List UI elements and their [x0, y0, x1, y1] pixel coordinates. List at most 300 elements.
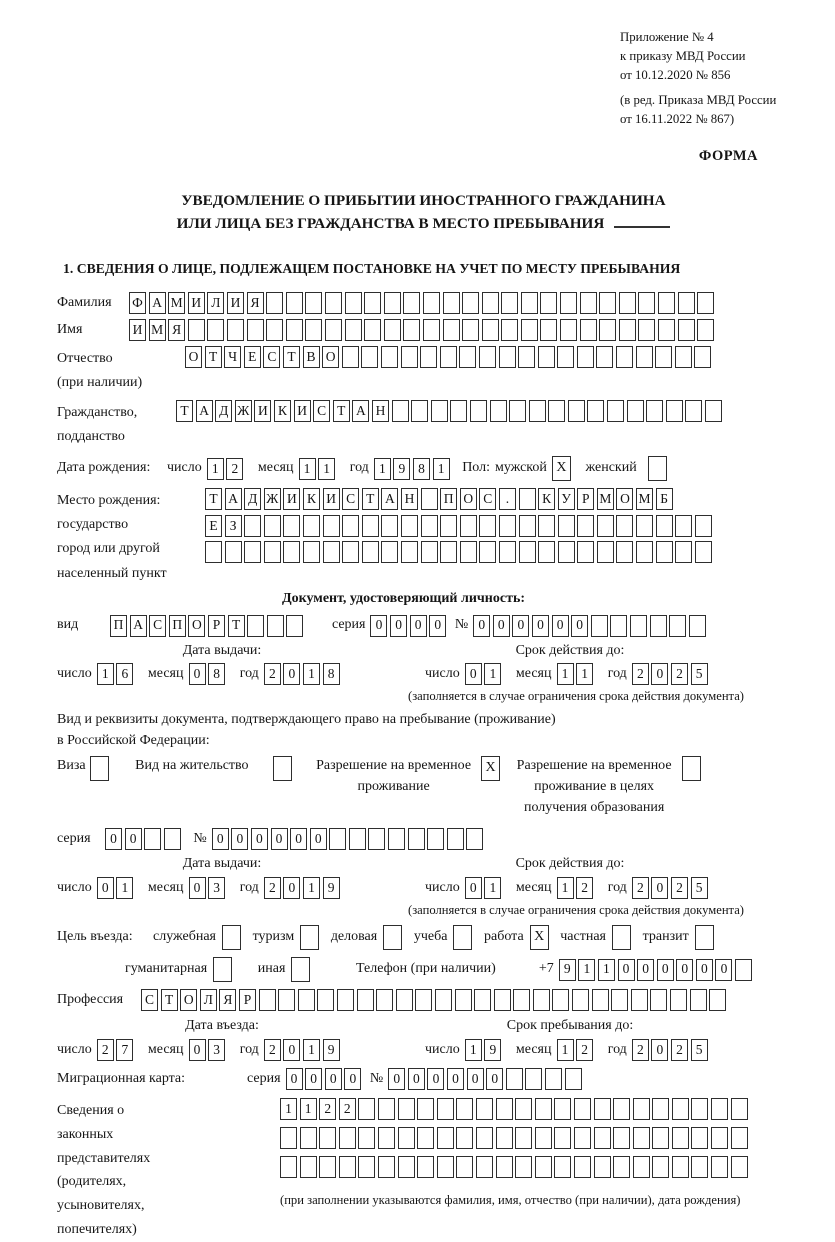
char-cell[interactable]: О: [460, 488, 477, 510]
char-cell[interactable]: [423, 319, 440, 341]
char-cell[interactable]: [694, 346, 711, 368]
char-cell[interactable]: [479, 346, 496, 368]
char-cell[interactable]: [378, 1098, 395, 1120]
char-cell[interactable]: [577, 515, 594, 537]
char-cell[interactable]: [264, 541, 281, 563]
char-cell[interactable]: А: [381, 488, 398, 510]
char-cell[interactable]: [658, 319, 675, 341]
char-cell[interactable]: [552, 989, 569, 1011]
char-cell[interactable]: 9: [559, 959, 576, 981]
char-cell[interactable]: [636, 515, 653, 537]
char-cell[interactable]: 2: [319, 1098, 336, 1120]
transit-checkbox[interactable]: [695, 925, 714, 950]
char-cell[interactable]: [227, 319, 244, 341]
char-cell[interactable]: 0: [473, 615, 490, 637]
char-cell[interactable]: [599, 292, 616, 314]
char-cell[interactable]: [554, 1156, 571, 1178]
char-cell[interactable]: [672, 1156, 689, 1178]
char-cell[interactable]: [672, 1098, 689, 1120]
char-cell[interactable]: [545, 1068, 562, 1090]
char-cell[interactable]: С: [313, 400, 330, 422]
char-cell[interactable]: З: [225, 515, 242, 537]
char-cell[interactable]: [417, 1127, 434, 1149]
char-cell[interactable]: [711, 1098, 728, 1120]
char-cell[interactable]: [264, 515, 281, 537]
char-cell[interactable]: [423, 292, 440, 314]
char-cell[interactable]: [398, 1156, 415, 1178]
char-cell[interactable]: [678, 292, 695, 314]
char-cell[interactable]: И: [323, 488, 340, 510]
char-cell[interactable]: [655, 346, 672, 368]
char-cell[interactable]: [501, 292, 518, 314]
char-cell[interactable]: [381, 515, 398, 537]
char-cell[interactable]: 0: [370, 615, 387, 637]
char-cell[interactable]: 0: [651, 877, 668, 899]
char-cell[interactable]: [474, 989, 491, 1011]
char-cell[interactable]: 0: [283, 877, 300, 899]
char-cell[interactable]: [568, 400, 585, 422]
char-cell[interactable]: [462, 319, 479, 341]
char-cell[interactable]: 0: [310, 828, 327, 850]
char-cell[interactable]: Р: [208, 615, 225, 637]
char-cell[interactable]: М: [168, 292, 185, 314]
char-cell[interactable]: [540, 292, 557, 314]
char-cell[interactable]: [421, 488, 438, 510]
char-cell[interactable]: 9: [323, 877, 340, 899]
char-cell[interactable]: С: [149, 615, 166, 637]
char-cell[interactable]: О: [180, 989, 197, 1011]
char-cell[interactable]: [587, 400, 604, 422]
char-cell[interactable]: [577, 541, 594, 563]
char-cell[interactable]: [538, 541, 555, 563]
char-cell[interactable]: 8: [413, 458, 430, 480]
char-cell[interactable]: 0: [486, 1068, 503, 1090]
char-cell[interactable]: [339, 1127, 356, 1149]
char-cell[interactable]: [633, 1127, 650, 1149]
char-cell[interactable]: 0: [715, 959, 732, 981]
char-cell[interactable]: [283, 515, 300, 537]
char-cell[interactable]: [280, 1156, 297, 1178]
char-cell[interactable]: Р: [577, 488, 594, 510]
char-cell[interactable]: Н: [401, 488, 418, 510]
char-cell[interactable]: 0: [657, 959, 674, 981]
char-cell[interactable]: [525, 1068, 542, 1090]
char-cell[interactable]: [652, 1098, 669, 1120]
char-cell[interactable]: Т: [161, 989, 178, 1011]
char-cell[interactable]: [496, 1127, 513, 1149]
char-cell[interactable]: [658, 292, 675, 314]
char-cell[interactable]: [381, 346, 398, 368]
char-cell[interactable]: [303, 515, 320, 537]
char-cell[interactable]: [627, 400, 644, 422]
char-cell[interactable]: [633, 1098, 650, 1120]
char-cell[interactable]: 0: [512, 615, 529, 637]
char-cell[interactable]: [572, 989, 589, 1011]
char-cell[interactable]: И: [254, 400, 271, 422]
char-cell[interactable]: [362, 515, 379, 537]
char-cell[interactable]: [652, 1127, 669, 1149]
char-cell[interactable]: [305, 319, 322, 341]
char-cell[interactable]: [388, 828, 405, 850]
char-cell[interactable]: С: [479, 488, 496, 510]
char-cell[interactable]: [711, 1156, 728, 1178]
char-cell[interactable]: [592, 989, 609, 1011]
char-cell[interactable]: 0: [97, 877, 114, 899]
char-cell[interactable]: [278, 989, 295, 1011]
char-cell[interactable]: [560, 292, 577, 314]
char-cell[interactable]: [259, 989, 276, 1011]
char-cell[interactable]: [482, 319, 499, 341]
char-cell[interactable]: 1: [116, 877, 133, 899]
char-cell[interactable]: [506, 1068, 523, 1090]
char-cell[interactable]: К: [274, 400, 291, 422]
char-cell[interactable]: О: [322, 346, 339, 368]
char-cell[interactable]: У: [558, 488, 575, 510]
char-cell[interactable]: 3: [208, 877, 225, 899]
char-cell[interactable]: Л: [200, 989, 217, 1011]
char-cell[interactable]: [378, 1156, 395, 1178]
char-cell[interactable]: 0: [651, 663, 668, 685]
char-cell[interactable]: [459, 346, 476, 368]
char-cell[interactable]: [610, 615, 627, 637]
char-cell[interactable]: [319, 1127, 336, 1149]
char-cell[interactable]: [499, 541, 516, 563]
char-cell[interactable]: [244, 541, 261, 563]
char-cell[interactable]: [417, 1156, 434, 1178]
study-checkbox[interactable]: [453, 925, 472, 950]
char-cell[interactable]: [535, 1127, 552, 1149]
char-cell[interactable]: 2: [339, 1098, 356, 1120]
char-cell[interactable]: [455, 989, 472, 1011]
char-cell[interactable]: [482, 292, 499, 314]
char-cell[interactable]: 0: [305, 1068, 322, 1090]
char-cell[interactable]: [515, 1127, 532, 1149]
char-cell[interactable]: [207, 319, 224, 341]
char-cell[interactable]: [613, 1127, 630, 1149]
char-cell[interactable]: [398, 1098, 415, 1120]
char-cell[interactable]: [533, 989, 550, 1011]
char-cell[interactable]: [283, 541, 300, 563]
char-cell[interactable]: 0: [212, 828, 229, 850]
char-cell[interactable]: [450, 400, 467, 422]
char-cell[interactable]: [376, 989, 393, 1011]
char-cell[interactable]: О: [185, 346, 202, 368]
char-cell[interactable]: [456, 1127, 473, 1149]
char-cell[interactable]: П: [110, 615, 127, 637]
char-cell[interactable]: [519, 515, 536, 537]
char-cell[interactable]: 1: [374, 458, 391, 480]
char-cell[interactable]: [392, 400, 409, 422]
char-cell[interactable]: [358, 1098, 375, 1120]
char-cell[interactable]: [613, 1098, 630, 1120]
business-checkbox[interactable]: [383, 925, 402, 950]
char-cell[interactable]: [670, 989, 687, 1011]
char-cell[interactable]: [630, 615, 647, 637]
char-cell[interactable]: Т: [176, 400, 193, 422]
male-checkbox[interactable]: X: [552, 456, 571, 481]
char-cell[interactable]: [164, 828, 181, 850]
char-cell[interactable]: [638, 292, 655, 314]
char-cell[interactable]: Ж: [264, 488, 281, 510]
char-cell[interactable]: 6: [116, 663, 133, 685]
char-cell[interactable]: [607, 400, 624, 422]
char-cell[interactable]: [357, 989, 374, 1011]
char-cell[interactable]: [650, 989, 667, 1011]
char-cell[interactable]: [499, 515, 516, 537]
char-cell[interactable]: [378, 1127, 395, 1149]
humanitarian-checkbox[interactable]: [213, 957, 232, 982]
char-cell[interactable]: [443, 292, 460, 314]
char-cell[interactable]: [421, 515, 438, 537]
char-cell[interactable]: [443, 319, 460, 341]
char-cell[interactable]: Я: [247, 292, 264, 314]
char-cell[interactable]: 0: [429, 615, 446, 637]
char-cell[interactable]: [538, 346, 555, 368]
char-cell[interactable]: [731, 1156, 748, 1178]
char-cell[interactable]: Т: [333, 400, 350, 422]
char-cell[interactable]: А: [225, 488, 242, 510]
char-cell[interactable]: 2: [576, 1039, 593, 1061]
char-cell[interactable]: [411, 400, 428, 422]
char-cell[interactable]: [597, 541, 614, 563]
char-cell[interactable]: [345, 319, 362, 341]
char-cell[interactable]: [401, 346, 418, 368]
char-cell[interactable]: Т: [205, 488, 222, 510]
char-cell[interactable]: .: [499, 488, 516, 510]
char-cell[interactable]: 1: [576, 663, 593, 685]
char-cell[interactable]: [479, 515, 496, 537]
char-cell[interactable]: [529, 400, 546, 422]
char-cell[interactable]: 0: [251, 828, 268, 850]
char-cell[interactable]: [286, 615, 303, 637]
char-cell[interactable]: 2: [576, 877, 593, 899]
char-cell[interactable]: [513, 989, 530, 1011]
char-cell[interactable]: [476, 1127, 493, 1149]
char-cell[interactable]: [735, 959, 752, 981]
female-checkbox[interactable]: [648, 456, 667, 481]
char-cell[interactable]: [266, 292, 283, 314]
char-cell[interactable]: 9: [393, 458, 410, 480]
char-cell[interactable]: [535, 1098, 552, 1120]
char-cell[interactable]: [691, 1127, 708, 1149]
char-cell[interactable]: 0: [467, 1068, 484, 1090]
char-cell[interactable]: [300, 1127, 317, 1149]
char-cell[interactable]: 1: [207, 458, 224, 480]
char-cell[interactable]: 0: [465, 877, 482, 899]
char-cell[interactable]: 0: [447, 1068, 464, 1090]
char-cell[interactable]: Ж: [235, 400, 252, 422]
char-cell[interactable]: [499, 346, 516, 368]
char-cell[interactable]: [591, 615, 608, 637]
char-cell[interactable]: [447, 828, 464, 850]
char-cell[interactable]: [319, 1156, 336, 1178]
char-cell[interactable]: Т: [205, 346, 222, 368]
char-cell[interactable]: [286, 319, 303, 341]
char-cell[interactable]: 0: [231, 828, 248, 850]
char-cell[interactable]: [415, 989, 432, 1011]
residence-permit-checkbox[interactable]: [273, 756, 292, 781]
char-cell[interactable]: [519, 488, 536, 510]
char-cell[interactable]: [323, 541, 340, 563]
char-cell[interactable]: [479, 541, 496, 563]
other-checkbox[interactable]: [291, 957, 310, 982]
char-cell[interactable]: [300, 1156, 317, 1178]
temporary-residence-checkbox[interactable]: X: [481, 756, 500, 781]
char-cell[interactable]: [656, 515, 673, 537]
char-cell[interactable]: [323, 515, 340, 537]
char-cell[interactable]: И: [294, 400, 311, 422]
char-cell[interactable]: [731, 1098, 748, 1120]
char-cell[interactable]: [691, 1098, 708, 1120]
char-cell[interactable]: [558, 515, 575, 537]
char-cell[interactable]: [460, 515, 477, 537]
char-cell[interactable]: [631, 989, 648, 1011]
char-cell[interactable]: 0: [410, 615, 427, 637]
char-cell[interactable]: [462, 292, 479, 314]
char-cell[interactable]: П: [169, 615, 186, 637]
char-cell[interactable]: Ч: [224, 346, 241, 368]
char-cell[interactable]: 0: [676, 959, 693, 981]
char-cell[interactable]: Т: [362, 488, 379, 510]
char-cell[interactable]: [144, 828, 161, 850]
char-cell[interactable]: Я: [219, 989, 236, 1011]
char-cell[interactable]: Д: [215, 400, 232, 422]
char-cell[interactable]: [580, 292, 597, 314]
char-cell[interactable]: [317, 989, 334, 1011]
char-cell[interactable]: [325, 292, 342, 314]
char-cell[interactable]: Ф: [129, 292, 146, 314]
char-cell[interactable]: [521, 292, 538, 314]
char-cell[interactable]: 2: [671, 663, 688, 685]
char-cell[interactable]: [697, 292, 714, 314]
char-cell[interactable]: [325, 319, 342, 341]
char-cell[interactable]: [396, 989, 413, 1011]
char-cell[interactable]: [611, 989, 628, 1011]
official-checkbox[interactable]: [222, 925, 241, 950]
char-cell[interactable]: И: [283, 488, 300, 510]
char-cell[interactable]: [675, 346, 692, 368]
char-cell[interactable]: 0: [271, 828, 288, 850]
char-cell[interactable]: Д: [244, 488, 261, 510]
char-cell[interactable]: [266, 319, 283, 341]
char-cell[interactable]: [496, 1098, 513, 1120]
char-cell[interactable]: В: [303, 346, 320, 368]
tourism-checkbox[interactable]: [300, 925, 319, 950]
char-cell[interactable]: [381, 541, 398, 563]
char-cell[interactable]: 1: [484, 877, 501, 899]
char-cell[interactable]: М: [636, 488, 653, 510]
char-cell[interactable]: Б: [656, 488, 673, 510]
char-cell[interactable]: [466, 828, 483, 850]
char-cell[interactable]: [689, 615, 706, 637]
char-cell[interactable]: [345, 292, 362, 314]
char-cell[interactable]: 0: [125, 828, 142, 850]
char-cell[interactable]: [440, 515, 457, 537]
char-cell[interactable]: [594, 1127, 611, 1149]
char-cell[interactable]: 0: [493, 615, 510, 637]
char-cell[interactable]: [638, 319, 655, 341]
char-cell[interactable]: [695, 515, 712, 537]
char-cell[interactable]: [574, 1127, 591, 1149]
char-cell[interactable]: [476, 1156, 493, 1178]
char-cell[interactable]: [619, 319, 636, 341]
char-cell[interactable]: 0: [189, 1039, 206, 1061]
char-cell[interactable]: 0: [388, 1068, 405, 1090]
char-cell[interactable]: [596, 346, 613, 368]
char-cell[interactable]: [540, 319, 557, 341]
char-cell[interactable]: [496, 1156, 513, 1178]
char-cell[interactable]: [435, 989, 452, 1011]
char-cell[interactable]: 9: [484, 1039, 501, 1061]
char-cell[interactable]: А: [149, 292, 166, 314]
char-cell[interactable]: П: [440, 488, 457, 510]
char-cell[interactable]: 1: [578, 959, 595, 981]
char-cell[interactable]: [666, 400, 683, 422]
char-cell[interactable]: [349, 828, 366, 850]
char-cell[interactable]: [421, 541, 438, 563]
char-cell[interactable]: [403, 292, 420, 314]
char-cell[interactable]: [384, 319, 401, 341]
char-cell[interactable]: 0: [189, 663, 206, 685]
char-cell[interactable]: [678, 319, 695, 341]
char-cell[interactable]: 1: [465, 1039, 482, 1061]
char-cell[interactable]: О: [616, 488, 633, 510]
char-cell[interactable]: [599, 319, 616, 341]
char-cell[interactable]: [329, 828, 346, 850]
char-cell[interactable]: 0: [651, 1039, 668, 1061]
char-cell[interactable]: И: [188, 292, 205, 314]
char-cell[interactable]: 1: [303, 663, 320, 685]
char-cell[interactable]: [535, 1156, 552, 1178]
char-cell[interactable]: 0: [189, 877, 206, 899]
char-cell[interactable]: [205, 541, 222, 563]
char-cell[interactable]: [672, 1127, 689, 1149]
char-cell[interactable]: 2: [264, 1039, 281, 1061]
char-cell[interactable]: [342, 541, 359, 563]
char-cell[interactable]: [613, 1156, 630, 1178]
char-cell[interactable]: [342, 346, 359, 368]
char-cell[interactable]: [339, 1156, 356, 1178]
char-cell[interactable]: 2: [264, 663, 281, 685]
char-cell[interactable]: [225, 541, 242, 563]
char-cell[interactable]: С: [141, 989, 158, 1011]
char-cell[interactable]: [695, 541, 712, 563]
char-cell[interactable]: [616, 541, 633, 563]
char-cell[interactable]: [440, 541, 457, 563]
char-cell[interactable]: [675, 515, 692, 537]
char-cell[interactable]: Т: [228, 615, 245, 637]
char-cell[interactable]: [509, 400, 526, 422]
char-cell[interactable]: 0: [465, 663, 482, 685]
char-cell[interactable]: [358, 1127, 375, 1149]
char-cell[interactable]: 1: [303, 1039, 320, 1061]
char-cell[interactable]: 0: [344, 1068, 361, 1090]
char-cell[interactable]: 0: [325, 1068, 342, 1090]
char-cell[interactable]: [188, 319, 205, 341]
char-cell[interactable]: [690, 989, 707, 1011]
char-cell[interactable]: [594, 1098, 611, 1120]
char-cell[interactable]: 0: [290, 828, 307, 850]
char-cell[interactable]: [565, 1068, 582, 1090]
char-cell[interactable]: 8: [323, 663, 340, 685]
char-cell[interactable]: [636, 346, 653, 368]
char-cell[interactable]: [361, 346, 378, 368]
char-cell[interactable]: 3: [208, 1039, 225, 1061]
char-cell[interactable]: [456, 1156, 473, 1178]
char-cell[interactable]: [244, 515, 261, 537]
char-cell[interactable]: [267, 615, 284, 637]
char-cell[interactable]: 0: [618, 959, 635, 981]
